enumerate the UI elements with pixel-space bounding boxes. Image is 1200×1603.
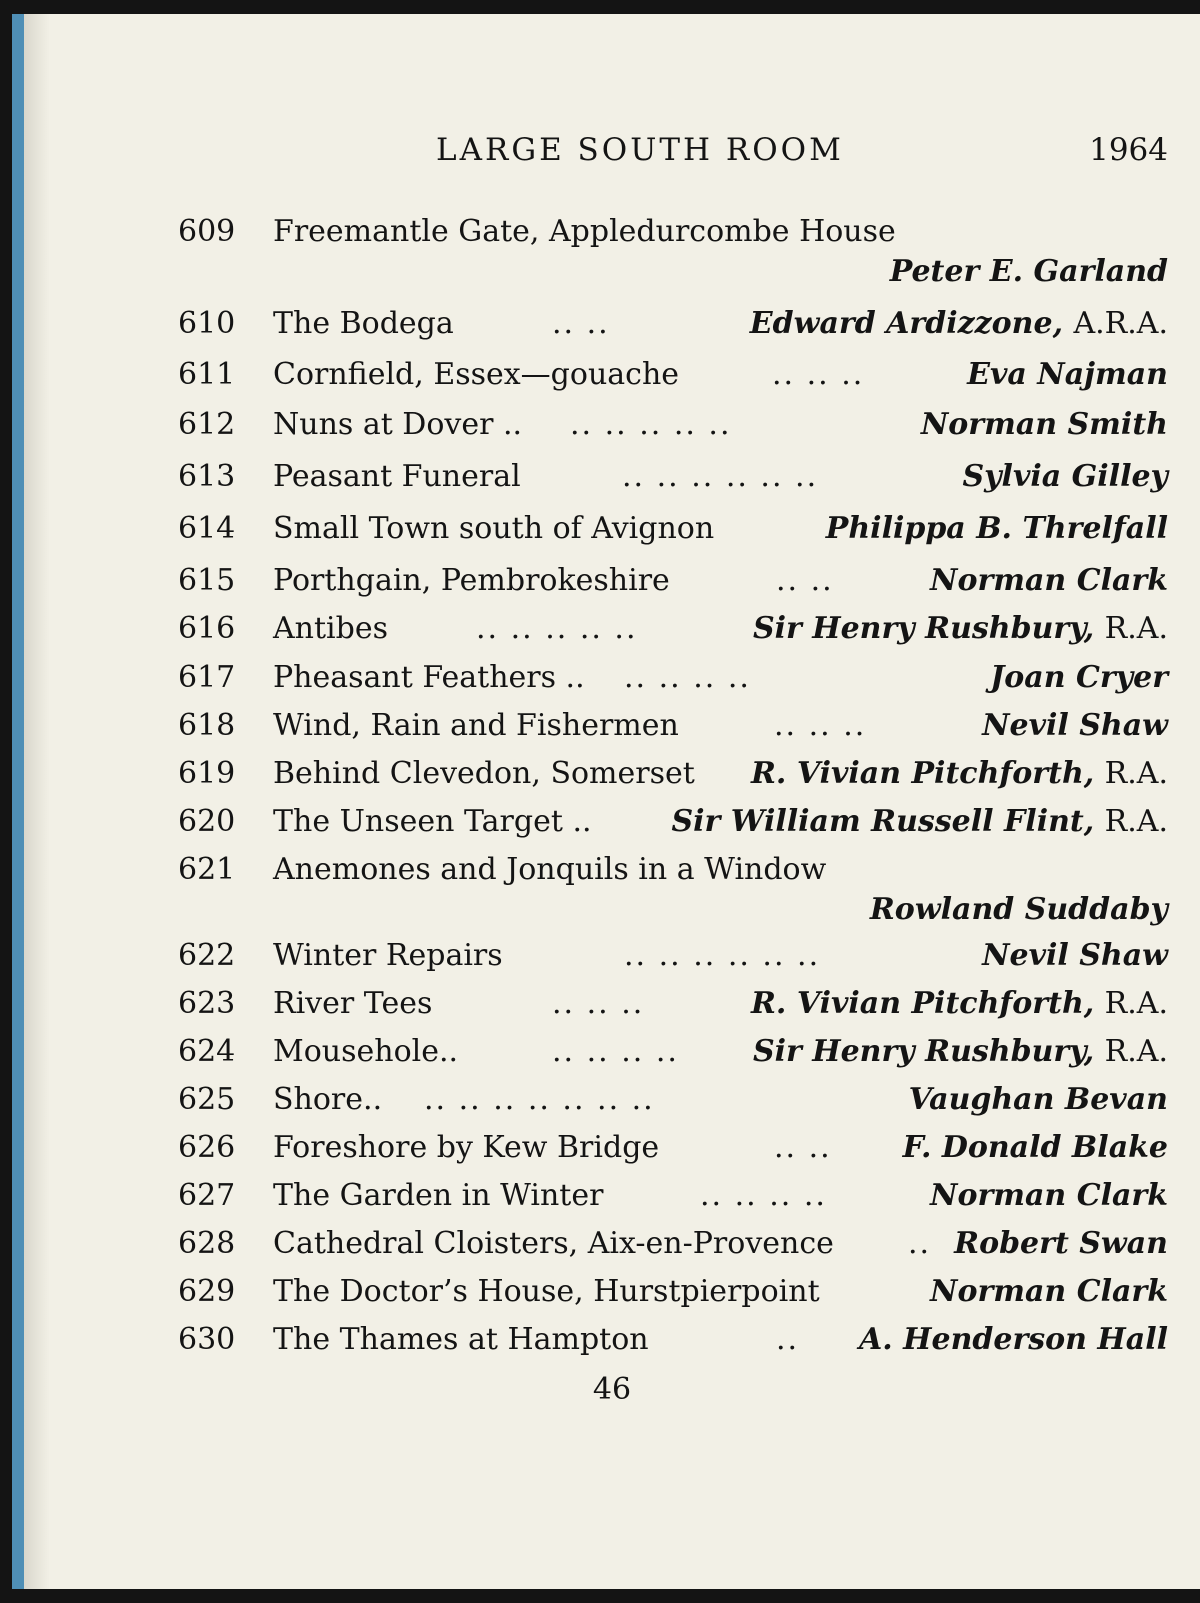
entry-artist [903,1130,1168,1165]
entry-artist [753,611,1168,646]
running-title: LARGE SOUTH ROOM [436,132,844,168]
entry-artist [750,306,1168,341]
entry-title: The Bodega [273,306,454,341]
entry-artist [909,1082,1168,1117]
artist-name: Robert Swan [954,1226,1168,1261]
entry-title: Winter Repairs [273,938,503,973]
artist-name: R. Vivian Pitchforth, [751,756,1095,791]
entry-number: 624 [178,1034,236,1069]
catalogue-entry [24,708,1200,756]
entry-title: Antibes [273,611,388,646]
artist-name: A. Henderson Hall [858,1322,1168,1357]
entry-artist [954,1226,1168,1261]
entry-artist [990,660,1168,695]
catalogue-entry [24,938,1200,986]
entry-number: 629 [178,1274,236,1309]
entry-title: Pheasant Feathers .. [273,660,585,695]
artist-honour: R.A. [1104,611,1168,646]
entry-number: 622 [178,938,236,973]
entry-title: The Doctor’s House, Hurstpierpoint [273,1274,820,1309]
artist-name: Rowland Suddaby [869,892,1168,927]
page-header [24,132,1200,176]
entry-title: Mousehole.. [273,1034,459,1069]
entry-artist [890,254,1168,289]
entry-title: The Unseen Target .. [273,804,592,839]
dot-leader: .. .. .. [772,357,865,392]
entry-title: Foreshore by Kew Bridge [273,1130,660,1165]
entry-number: 611 [178,357,236,392]
artist-name: Edward Ardizzone, [749,306,1064,341]
entry-artist [930,1274,1168,1309]
entry-number: 625 [178,1082,236,1117]
entry-artist [826,511,1168,546]
catalogue-entry [24,756,1200,804]
artist-honour: R.A. [1104,986,1168,1021]
dot-leader: .. .. .. .. .. .. [624,938,821,973]
entry-number: 613 [178,459,236,494]
entry-artist [751,756,1168,791]
catalogue-entry [24,1178,1200,1226]
artist-name: Norman Clark [930,563,1168,598]
dot-leader: .. [776,1322,800,1357]
artist-honour: R.A. [1104,1034,1168,1069]
artist-name: Peter E. Garland [889,254,1168,289]
entry-title: Freemantle Gate, Appledurcombe House [273,214,896,249]
artist-name: Sylvia Gilley [962,459,1168,494]
page-number: 46 [592,1372,632,1407]
entry-title: Cornfield, Essex—gouache [273,357,680,392]
catalogue-entry [24,1130,1200,1178]
artist-name: Joan Cryer [990,660,1168,695]
artist-honour: A.R.A. [1073,306,1168,341]
entry-number: 612 [178,407,236,442]
catalogue-entry [24,511,1200,559]
artist-name: Nevil Shaw [982,938,1168,973]
entry-artist [671,804,1168,839]
entry-number: 610 [178,306,236,341]
entry-artist [870,892,1168,927]
dot-leader: .. .. .. [774,708,867,743]
entry-title: River Tees [273,986,433,1021]
dot-leader: .. .. .. [552,986,645,1021]
entry-number: 614 [178,511,236,546]
catalogue-entry [24,1274,1200,1322]
dot-leader: .. .. [774,1130,832,1165]
dot-leader: .. .. .. .. .. [476,611,638,646]
entry-artist [967,357,1168,392]
catalogue-entry [24,563,1200,611]
artist-name: Sir William Russell Flint, [671,804,1095,839]
catalogue-entry [24,306,1200,354]
entry-number: 619 [178,756,236,791]
artist-name: Vaughan Bevan [908,1082,1168,1117]
entry-number: 616 [178,611,236,646]
dot-leader: .. .. .. .. [700,1178,827,1213]
catalogue-entry [24,1226,1200,1274]
dot-leader: .. .. .. .. [552,1034,679,1069]
artist-name: Sir Henry Rushbury, [752,1034,1095,1069]
catalogue-entry [24,660,1200,708]
entry-artist [930,563,1168,598]
entry-title: Porthgain, Pembrokeshire [273,563,670,598]
entry-number: 617 [178,660,236,695]
catalogue-entry [24,852,1200,927]
entry-number: 609 [178,214,236,249]
dot-leader: .. .. .. .. [624,660,751,695]
artist-name: Nevil Shaw [982,708,1168,743]
dot-leader: .. .. [552,306,610,341]
entry-title: Shore.. [273,1082,383,1117]
entry-number: 627 [178,1178,236,1213]
catalogue-page [24,14,1200,1589]
entry-number: 620 [178,804,236,839]
artist-name: Norman Clark [930,1178,1168,1213]
artist-name: Norman Smith [920,407,1168,442]
entry-artist [859,1322,1168,1357]
catalogue-entry [24,357,1200,405]
entry-number: 623 [178,986,236,1021]
entry-title: Peasant Funeral [273,459,521,494]
entry-title: Anemones and Jonquils in a Window [273,852,827,887]
artist-honour: R.A. [1104,756,1168,791]
catalogue-entry [24,986,1200,1034]
entry-artist [753,1034,1168,1069]
header-year: 1964 [1089,132,1168,168]
dot-leader: .. .. [776,563,834,598]
artist-honour: R.A. [1104,804,1168,839]
dot-leader: .. [908,1226,932,1261]
entry-artist [751,986,1168,1021]
catalogue-entry [24,1322,1200,1370]
entry-title: Wind, Rain and Fishermen [273,708,679,743]
artist-name: F. Donald Blake [902,1130,1168,1165]
entry-title: Behind Clevedon, Somerset [273,756,695,791]
dot-leader: .. .. .. .. .. .. [622,459,819,494]
catalogue-entry [24,1034,1200,1082]
catalogue-entry [24,407,1200,455]
page-gutter-shadow [24,14,50,1589]
catalogue-entry [24,214,1200,289]
artist-name: Eva Najman [967,357,1168,392]
artist-name: R. Vivian Pitchforth, [751,986,1095,1021]
entry-number: 626 [178,1130,236,1165]
entry-title: Nuns at Dover .. [273,407,523,442]
catalogue-entry [24,1082,1200,1130]
dot-leader: .. .. .. .. .. .. .. [424,1082,655,1117]
entry-number: 630 [178,1322,236,1357]
entry-number: 615 [178,563,236,598]
artist-name: Sir Henry Rushbury, [752,611,1095,646]
entry-number: 621 [178,852,236,887]
entry-number: 618 [178,708,236,743]
catalogue-entry [24,804,1200,852]
catalogue-entry [24,611,1200,659]
entry-artist [962,459,1168,494]
entry-artist [921,407,1168,442]
artist-name: Philippa B. Threlfall [825,511,1168,546]
artist-name: Norman Clark [930,1274,1168,1309]
entry-artist [930,1178,1168,1213]
entry-title: Small Town south of Avignon [273,511,715,546]
entry-artist [982,938,1168,973]
entry-title: The Garden in Winter [273,1178,604,1213]
entry-title: The Thames at Hampton [273,1322,649,1357]
entry-title: Cathedral Cloisters, Aix-en-Provence [273,1226,834,1261]
entry-number: 628 [178,1226,236,1261]
dot-leader: .. .. .. .. .. [570,407,732,442]
entry-artist [982,708,1168,743]
catalogue-entry [24,459,1200,507]
